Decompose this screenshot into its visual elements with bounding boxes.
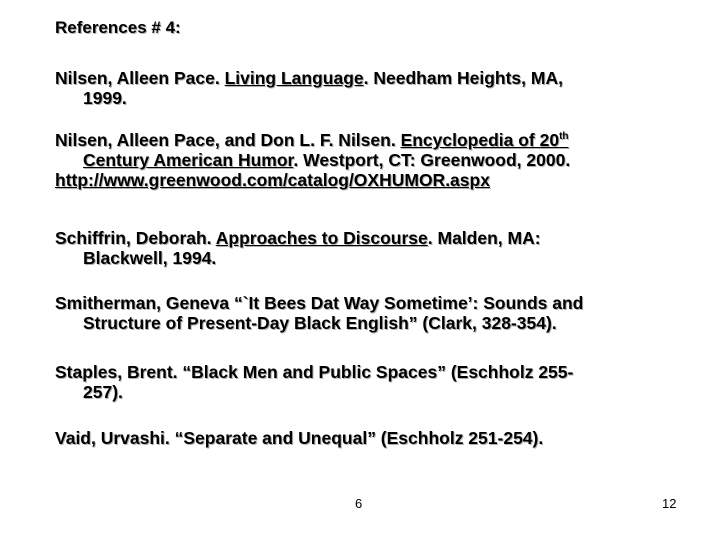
references-heading: References # 4: xyxy=(55,18,181,37)
reference-vaid xyxy=(55,428,695,448)
reference-line: Nilsen, Alleen Pace, and Don L. F. Nilsen. Encyclopedia of 20th xyxy=(55,130,569,150)
reference-line: Vaid, Urvashi. “Separate and Unequal” (Eschholz 251-254). xyxy=(55,428,544,448)
reference-line: Smitherman, Geneva “`It Bees Dat Way Sometime’: Sounds and xyxy=(55,293,584,313)
reference-line: Nilsen, Alleen Pace. Living Language. Needham Heights, MA, xyxy=(55,68,563,88)
book-title: Approaches to Discourse xyxy=(215,228,428,248)
reference-url-link[interactable]: http://www.greenwood.com/catalog/OXHUMOR.aspx xyxy=(55,170,490,190)
reference-line: 1999. xyxy=(83,88,127,108)
reference-schiffrin xyxy=(55,228,695,268)
reference-nilsen-encyclopedia xyxy=(55,130,695,190)
footer-slide-number: 12 xyxy=(662,496,677,511)
book-title: Century American Humor xyxy=(83,150,294,170)
reference-nilsen-living-language xyxy=(55,68,695,108)
reference-line: Structure of Present-Day Black English” (Clark, 328-354). xyxy=(83,313,557,333)
book-title: Living Language xyxy=(224,68,364,88)
book-title: Encyclopedia of 20th xyxy=(400,130,569,150)
reference-line: Staples, Brent. “Black Men and Public Spaces” (Eschholz 255- xyxy=(55,362,574,382)
reference-line: Blackwell, 1994. xyxy=(83,248,217,268)
reference-smitherman xyxy=(55,293,695,333)
reference-line: Schiffrin, Deborah. Approaches to Discourse. Malden, MA: xyxy=(55,228,541,248)
reference-line: Century American Humor. Westport, CT: Greenwood, 2000. xyxy=(83,150,571,170)
reference-line: 257). xyxy=(83,382,123,402)
reference-staples xyxy=(55,362,695,402)
footer-page-number: 6 xyxy=(355,496,363,511)
